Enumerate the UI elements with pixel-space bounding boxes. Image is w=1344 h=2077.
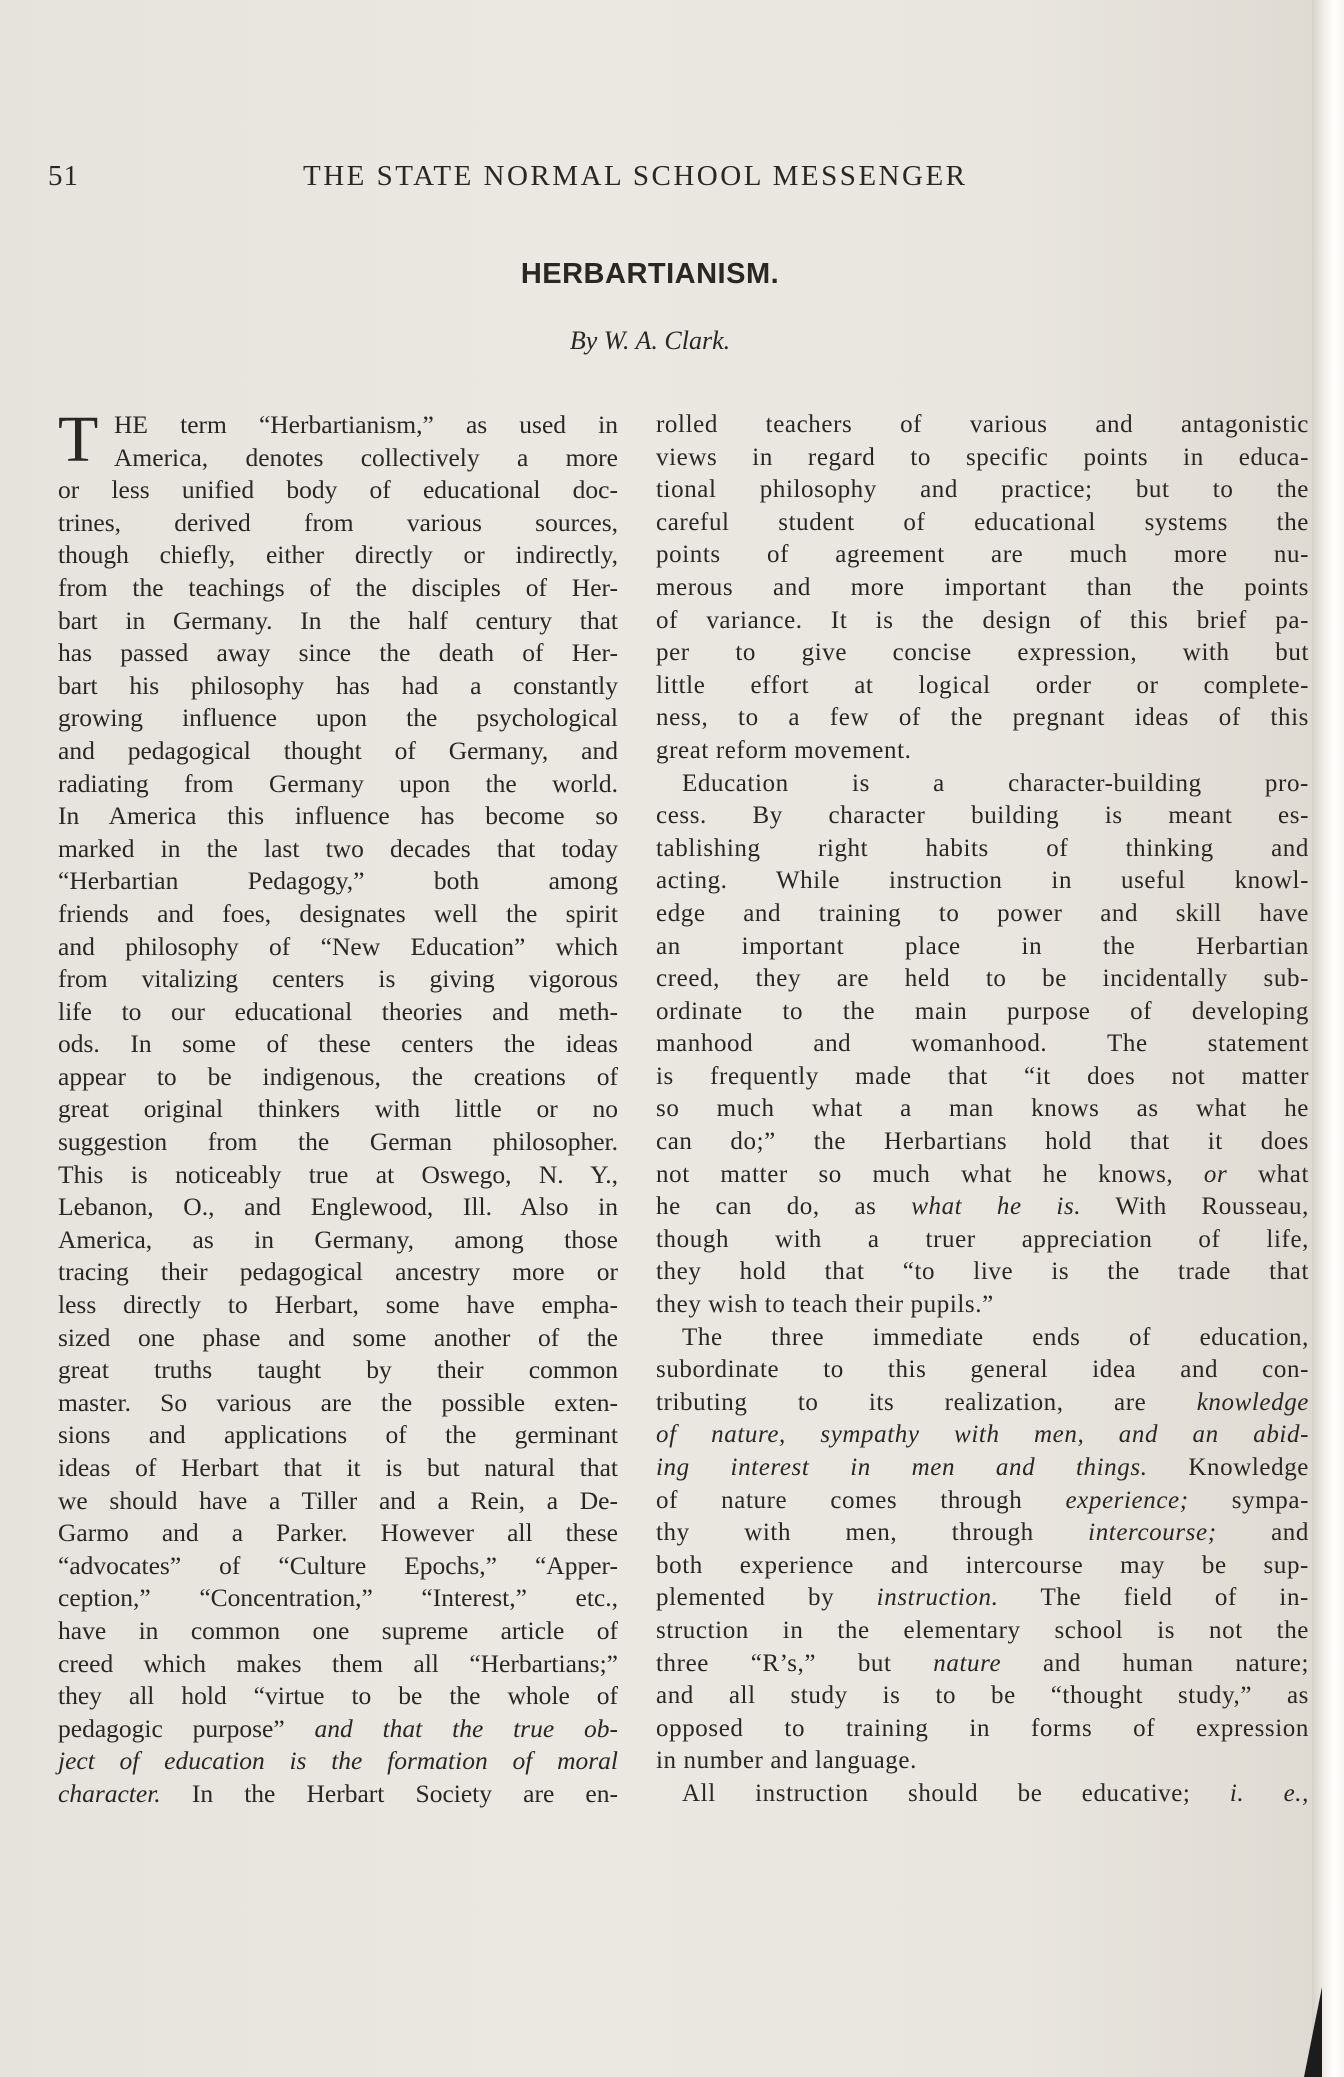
text-run: ject of education is the formation of moral xyxy=(58,1746,618,1776)
text-line xyxy=(656,1485,1309,1518)
text-run: experience; xyxy=(1065,1486,1189,1514)
text-line xyxy=(656,1745,1309,1778)
text-line xyxy=(58,507,618,540)
text-run: radiating from Germany upon the world. xyxy=(58,768,618,798)
text-line xyxy=(656,1093,1309,1126)
article-title: HERBARTIANISM. xyxy=(520,258,780,290)
text-run: ness, to a few of the pregnant ideas of this xyxy=(656,704,1309,732)
text-line xyxy=(656,800,1309,833)
text-run: nature xyxy=(933,1649,1002,1677)
text-run: ing interest in men and things. xyxy=(656,1454,1148,1481)
text-run: from vitalizing centers is giving vigorous xyxy=(58,964,618,994)
text-run: an important place in the Herbartian xyxy=(656,932,1309,960)
text-run: ception,” “Concentration,” “Interest,” etc., xyxy=(58,1583,618,1613)
text-line xyxy=(58,1615,618,1648)
text-run: knowledge xyxy=(1196,1388,1309,1416)
text-line xyxy=(58,1159,618,1192)
text-line xyxy=(656,539,1309,572)
text-run: appear to be indigenous, the creations of xyxy=(58,1061,618,1091)
text-line xyxy=(58,1354,618,1387)
text-line xyxy=(656,702,1309,735)
text-run: intercourse; xyxy=(1088,1519,1217,1547)
text-line xyxy=(656,637,1309,670)
text-line xyxy=(58,1419,618,1452)
text-line xyxy=(656,1648,1309,1681)
text-run: All instruction should be educative; xyxy=(682,1779,1230,1807)
text-line xyxy=(58,1061,618,1094)
text-line xyxy=(58,1582,618,1615)
text-run: friends and foes, designates well the spirit xyxy=(58,898,618,928)
text-run: of nature comes through xyxy=(656,1486,1066,1514)
text-run: ordinate to the main purpose of developing xyxy=(656,997,1309,1025)
text-run: life to our educational theories and meth- xyxy=(58,996,618,1026)
text-run: great truths taught by their common xyxy=(58,1355,618,1385)
text-line xyxy=(656,1550,1309,1583)
text-run: acting. While instruction in useful knowl- xyxy=(656,867,1309,895)
text-run: America, as in Germany, among those xyxy=(58,1224,618,1254)
text-run: can do;” the Herbartians hold that it does xyxy=(656,1128,1309,1156)
text-line xyxy=(58,1648,618,1681)
text-run: edge and training to power and skill have xyxy=(656,899,1309,927)
text-run: pedagogic purpose” xyxy=(58,1713,315,1743)
text-run: tributing to its realization, are xyxy=(656,1388,1197,1416)
text-line xyxy=(58,670,618,703)
article-byline: By W. A. Clark. xyxy=(569,326,731,355)
text-line xyxy=(656,1452,1309,1485)
text-line xyxy=(58,963,618,996)
text-run: trines, derived from various sources, xyxy=(58,507,618,537)
text-run: and that the true ob- xyxy=(314,1713,618,1743)
text-run: ideas of Herbart that it is but natural that xyxy=(58,1453,618,1482)
text-run: creed, they are held to be incidentally sub- xyxy=(656,965,1309,993)
page-edge-shadow xyxy=(1312,0,1344,2077)
text-run: views in regard to specific points in educa- xyxy=(656,443,1309,471)
text-line xyxy=(656,1517,1309,1550)
right-column xyxy=(656,409,1309,1811)
text-line xyxy=(656,1387,1309,1420)
text-line xyxy=(656,1354,1309,1387)
text-line xyxy=(58,1680,618,1713)
text-line xyxy=(58,1289,618,1322)
text-line xyxy=(58,1452,618,1485)
text-line xyxy=(656,1582,1309,1615)
text-line xyxy=(58,931,618,964)
text-run: they wish to teach their pupils.” xyxy=(656,1291,994,1319)
text-line xyxy=(58,800,618,833)
text-line xyxy=(58,702,618,735)
text-run: in number and language. xyxy=(656,1747,917,1775)
text-run: or xyxy=(1203,1160,1228,1188)
text-line xyxy=(58,1126,618,1159)
text-line xyxy=(656,1224,1309,1257)
text-run: In America this influence has become so xyxy=(58,801,618,831)
text-run: “advocates” of “Culture Epochs,” “Apper- xyxy=(58,1550,618,1580)
text-run: sympa- xyxy=(1188,1486,1310,1514)
text-run: rolled teachers of various and antagonistic xyxy=(656,411,1309,438)
text-run: character. xyxy=(58,1778,161,1808)
text-line xyxy=(656,1289,1309,1322)
text-line xyxy=(58,1191,618,1224)
text-run: With Rousseau, xyxy=(1081,1193,1309,1221)
text-line xyxy=(656,1126,1309,1159)
text-run: what he is. xyxy=(911,1193,1082,1221)
text-run: HE term “Herbartianism,” as used in xyxy=(114,410,618,439)
text-run: marked in the last two decades that today xyxy=(58,833,618,863)
text-line xyxy=(656,409,1309,442)
drop-cap: T xyxy=(58,403,99,476)
text-run: great original thinkers with little or no xyxy=(58,1094,618,1124)
text-run: bart in Germany. In the half century that xyxy=(58,605,618,635)
text-run: America, denotes collectively a more xyxy=(114,442,618,472)
text-line xyxy=(58,442,618,475)
text-run: This is noticeably true at Oswego, N. Y., xyxy=(58,1159,618,1189)
text-run: bart his philosophy has had a constantly xyxy=(58,670,618,700)
text-run: points of agreement are much more nu- xyxy=(656,541,1309,569)
text-line xyxy=(656,1680,1309,1713)
text-run: great reform movement. xyxy=(656,736,912,764)
text-run: less directly to Herbart, some have empha- xyxy=(58,1290,618,1320)
text-line xyxy=(58,1256,618,1289)
text-line xyxy=(58,1028,618,1061)
running-head xyxy=(48,160,1288,200)
text-line xyxy=(58,539,618,572)
text-run: careful student of educational systems the xyxy=(656,508,1309,536)
text-run: suggestion from the German philosopher. xyxy=(58,1127,618,1157)
text-run: he can do, as xyxy=(656,1193,912,1221)
text-line xyxy=(58,1322,618,1355)
text-line xyxy=(656,670,1309,703)
text-run: ods. In some of these centers the ideas xyxy=(58,1029,618,1059)
text-run: In the Herbart Society are en- xyxy=(160,1778,618,1808)
text-run: is frequently made that “it does not matter xyxy=(656,1062,1309,1090)
text-line xyxy=(58,735,618,768)
text-run: and pedagogical thought of Germany, and xyxy=(58,735,618,765)
text-run: plemented by xyxy=(656,1584,877,1612)
text-line xyxy=(656,1061,1309,1094)
text-line xyxy=(656,1191,1309,1224)
text-line xyxy=(58,1713,618,1746)
text-line xyxy=(58,768,618,801)
text-run: opposed to training in forms of expression xyxy=(656,1714,1309,1742)
text-line xyxy=(58,1485,618,1518)
text-run: has passed away since the death of Her- xyxy=(58,638,618,668)
text-run: and all study is to be “thought study,” as xyxy=(656,1682,1309,1710)
text-run: tional philosophy and practice; but to the xyxy=(656,476,1309,504)
text-run: instruction. xyxy=(876,1584,999,1612)
text-line xyxy=(58,637,618,670)
text-line xyxy=(656,931,1309,964)
text-run: growing influence upon the psychological xyxy=(58,703,618,733)
text-run: struction in the elementary school is not the xyxy=(656,1616,1309,1644)
text-run: three “R’s,” but xyxy=(656,1649,934,1677)
journal-title: THE STATE NORMAL SCHOOL MESSENGER xyxy=(303,160,968,192)
text-run: they all hold “virtue to be the whole of xyxy=(58,1681,618,1711)
text-run: though with a truer appreciation of life, xyxy=(656,1225,1309,1253)
text-run: Lebanon, O., and Englewood, Ill. Also in xyxy=(58,1192,618,1222)
text-run: Education is a character-building pro- xyxy=(682,769,1309,797)
text-line xyxy=(58,605,618,638)
text-line xyxy=(656,735,1309,768)
left-column xyxy=(58,403,618,1811)
text-run: creed which makes them all “Herbartians;” xyxy=(58,1648,618,1678)
text-run: cess. By character building is meant es- xyxy=(656,802,1309,830)
text-line xyxy=(656,1256,1309,1289)
text-run: both experience and intercourse may be sup- xyxy=(656,1551,1309,1579)
text-run: and human nature; xyxy=(1001,1649,1309,1677)
text-line xyxy=(656,442,1309,475)
text-run: The field of in- xyxy=(998,1584,1309,1612)
text-run: Garmo and a Parker. However all these xyxy=(58,1518,618,1548)
text-line xyxy=(656,474,1309,507)
text-line xyxy=(656,1778,1309,1811)
text-run: of nature, sympathy with men, and an abid- xyxy=(656,1421,1309,1449)
text-line xyxy=(58,1224,618,1257)
text-run: The three immediate ends of education, xyxy=(682,1323,1309,1351)
text-run: sions and applications of the germinant xyxy=(58,1420,618,1450)
text-run: have in common one supreme article of xyxy=(58,1615,618,1645)
text-run: merous and more important than the points xyxy=(656,573,1309,601)
text-line xyxy=(656,1419,1309,1452)
text-run: tablishing right habits of thinking and xyxy=(656,834,1309,862)
text-run: thy with men, through xyxy=(656,1519,1089,1547)
text-run: they hold that “to live is the trade that xyxy=(656,1258,1309,1286)
text-line xyxy=(656,898,1309,931)
text-run: i. e., xyxy=(1229,1779,1309,1807)
text-run: subordinate to this general idea and con- xyxy=(656,1356,1309,1384)
text-run: we should have a Tiller and a Rein, a De- xyxy=(58,1485,618,1515)
text-line xyxy=(656,963,1309,996)
text-line xyxy=(656,1713,1309,1746)
text-line xyxy=(58,1745,618,1778)
text-run: sized one phase and some another of the xyxy=(58,1322,618,1352)
text-line xyxy=(656,1615,1309,1648)
text-line xyxy=(58,1550,618,1583)
text-line xyxy=(656,996,1309,1029)
text-line xyxy=(656,865,1309,898)
text-run: Knowledge xyxy=(1147,1454,1310,1481)
text-run: master. So various are the possible exten- xyxy=(58,1387,618,1417)
text-run: and philosophy of “New Education” which xyxy=(58,931,618,961)
text-run: “Herbartian Pedagogy,” both among xyxy=(58,866,618,896)
text-line xyxy=(656,1322,1309,1355)
text-line xyxy=(58,898,618,931)
text-run: so much what a man knows as what he xyxy=(656,1095,1309,1123)
text-run: though chiefly, either directly or indirectly, xyxy=(58,540,618,570)
text-run: what xyxy=(1227,1160,1309,1188)
text-run: not matter so much what he knows, xyxy=(656,1160,1204,1188)
text-line xyxy=(58,865,618,898)
text-line xyxy=(656,1028,1309,1061)
text-run: and xyxy=(1216,1519,1309,1547)
text-line xyxy=(656,1159,1309,1192)
text-run: manhood and womanhood. The statement xyxy=(656,1030,1309,1058)
text-line xyxy=(656,833,1309,866)
text-line xyxy=(656,605,1309,638)
text-line xyxy=(58,996,618,1029)
text-line xyxy=(58,1093,618,1126)
text-run: from the teachings of the disciples of Her- xyxy=(58,572,618,602)
text-run: tracing their pedagogical ancestry more or xyxy=(58,1257,618,1287)
text-run: little effort at logical order or complete- xyxy=(656,671,1309,699)
text-line xyxy=(656,507,1309,540)
page-corner-mark xyxy=(1304,1987,1322,2077)
text-run: of variance. It is the design of this brief pa- xyxy=(656,606,1309,634)
page-number: 51 xyxy=(48,160,79,192)
text-line xyxy=(58,572,618,605)
text-line xyxy=(656,572,1309,605)
text-line xyxy=(58,474,618,507)
text-line xyxy=(656,768,1309,801)
text-line xyxy=(58,1517,618,1550)
text-run: per to give concise expression, with but xyxy=(656,639,1309,667)
text-run: or less unified body of educational doc- xyxy=(58,475,618,505)
text-line xyxy=(58,1778,618,1811)
text-line xyxy=(58,833,618,866)
text-line xyxy=(58,1387,618,1420)
